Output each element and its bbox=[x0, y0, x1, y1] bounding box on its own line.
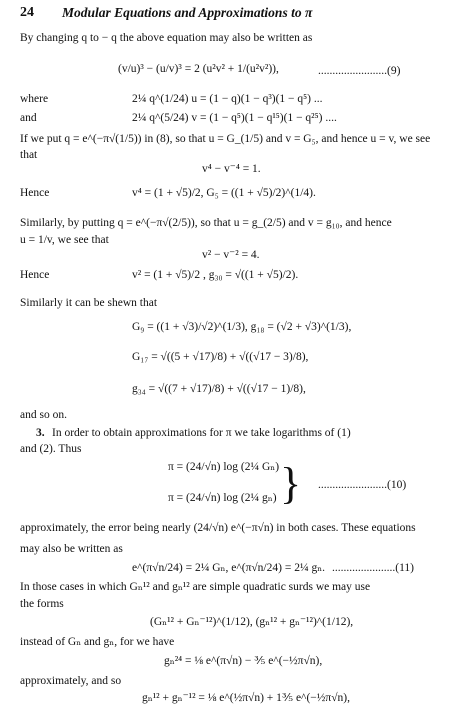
where-label: where bbox=[20, 93, 49, 105]
text-line: In those cases in which Gₙ¹² and gₙ¹² are simple quadratic surds we may use bbox=[20, 581, 371, 593]
equation-10a: π = (24/√n) log (2¼ Gₙ) bbox=[168, 461, 280, 473]
text-line: Similarly it can be shewn that bbox=[20, 297, 158, 309]
equation-G17: G₁₇ = √((5 + √17)/8) + √((√17 − 3)/8), bbox=[132, 351, 309, 363]
equation-number-10: ........................(10) bbox=[318, 479, 407, 491]
where-equation: 2¼ q^(1/24) u = (1 − q)(1 − q³)(1 − q⁵) ... bbox=[132, 93, 323, 105]
section-number: 3. bbox=[36, 427, 45, 439]
text-line: If we put q = e^(−π√(1/5)) in (8), so that u = G_(1/5) and v = G₅, and hence u = v, we see bbox=[20, 133, 431, 145]
equation-9: (v/u)³ − (u/v)³ = 2 (u²v² + 1/(u²v²)), bbox=[118, 63, 279, 75]
text-line: instead of Gₙ and gₙ, for we have bbox=[20, 636, 175, 648]
equation-10b: π = (24/√n) log (2¼ gₙ) bbox=[168, 492, 277, 504]
text-line: By changing q to − q the above equation may also be written as bbox=[20, 32, 313, 44]
equation-forms: (Gₙ¹² + Gₙ⁻¹²)^(1/12), (gₙ¹² + gₙ⁻¹²)^(1/12), bbox=[150, 616, 354, 628]
equation-last: gₙ¹² + gₙ⁻¹² = ⅛ e^(½π√n) + 1⅗ e^(−½π√n), bbox=[142, 692, 350, 704]
text-line: In order to obtain approximations for π we take logarithms of (1) bbox=[52, 427, 351, 439]
text-line: approximately, the error being nearly (24/√n) e^(−π√n) in both cases. These equations bbox=[20, 522, 416, 534]
equation-G9-g18: G₉ = ((1 + √3)/√2)^(1/3), g₁₈ = (√2 + √3)^(1/3), bbox=[132, 321, 352, 333]
equation-v4: v⁴ − v⁻⁴ = 1. bbox=[202, 163, 261, 175]
text-line: approximately, and so bbox=[20, 675, 122, 687]
hence-equation-1: v⁴ = (1 + √5)/2, G₅ = ((1 + √5)/2)^(1/4). bbox=[132, 187, 316, 199]
text-line: the forms bbox=[20, 598, 64, 610]
right-brace: } bbox=[280, 459, 302, 508]
text-line: and so on. bbox=[20, 409, 67, 421]
equation-g34: g₃₄ = √((7 + √17)/8) + √((√17 − 1)/8), bbox=[132, 383, 306, 395]
hence-label: Hence bbox=[20, 269, 50, 281]
equation-number-11: ......................(11) bbox=[332, 562, 414, 574]
equation-11: e^(π√n/24) = 2¼ Gₙ, e^(π√n/24) = 2¼ gₙ. bbox=[132, 562, 326, 574]
text-line: Similarly, by putting q = e^(−π√(2/5)), so that u = g_(2/5) and v = g₁₀, and hence bbox=[20, 217, 392, 229]
running-title: Modular Equations and Approximations to π bbox=[62, 5, 313, 20]
equation-v2: v² − v⁻² = 4. bbox=[202, 249, 260, 261]
equation-gn24: gₙ²⁴ = ⅛ e^(π√n) − ⅗ e^(−½π√n), bbox=[164, 655, 323, 667]
hence-equation-2: v² = (1 + √5)/2 , g₃₀ = √((1 + √5)/2). bbox=[132, 269, 299, 281]
hence-label: Hence bbox=[20, 187, 50, 199]
equation-number-9: ........................(9) bbox=[318, 65, 401, 77]
text-line: and (2). Thus bbox=[20, 443, 82, 455]
and-equation: 2¼ q^(5/24) v = (1 − q⁵)(1 − q¹⁵)(1 − q²⁵) .... bbox=[132, 112, 337, 124]
text-line: u = 1/v, we see that bbox=[20, 234, 109, 246]
text-line: that bbox=[20, 149, 38, 161]
and-label: and bbox=[20, 112, 37, 124]
page-number: 24 bbox=[20, 5, 34, 20]
text-line: may also be written as bbox=[20, 543, 123, 555]
